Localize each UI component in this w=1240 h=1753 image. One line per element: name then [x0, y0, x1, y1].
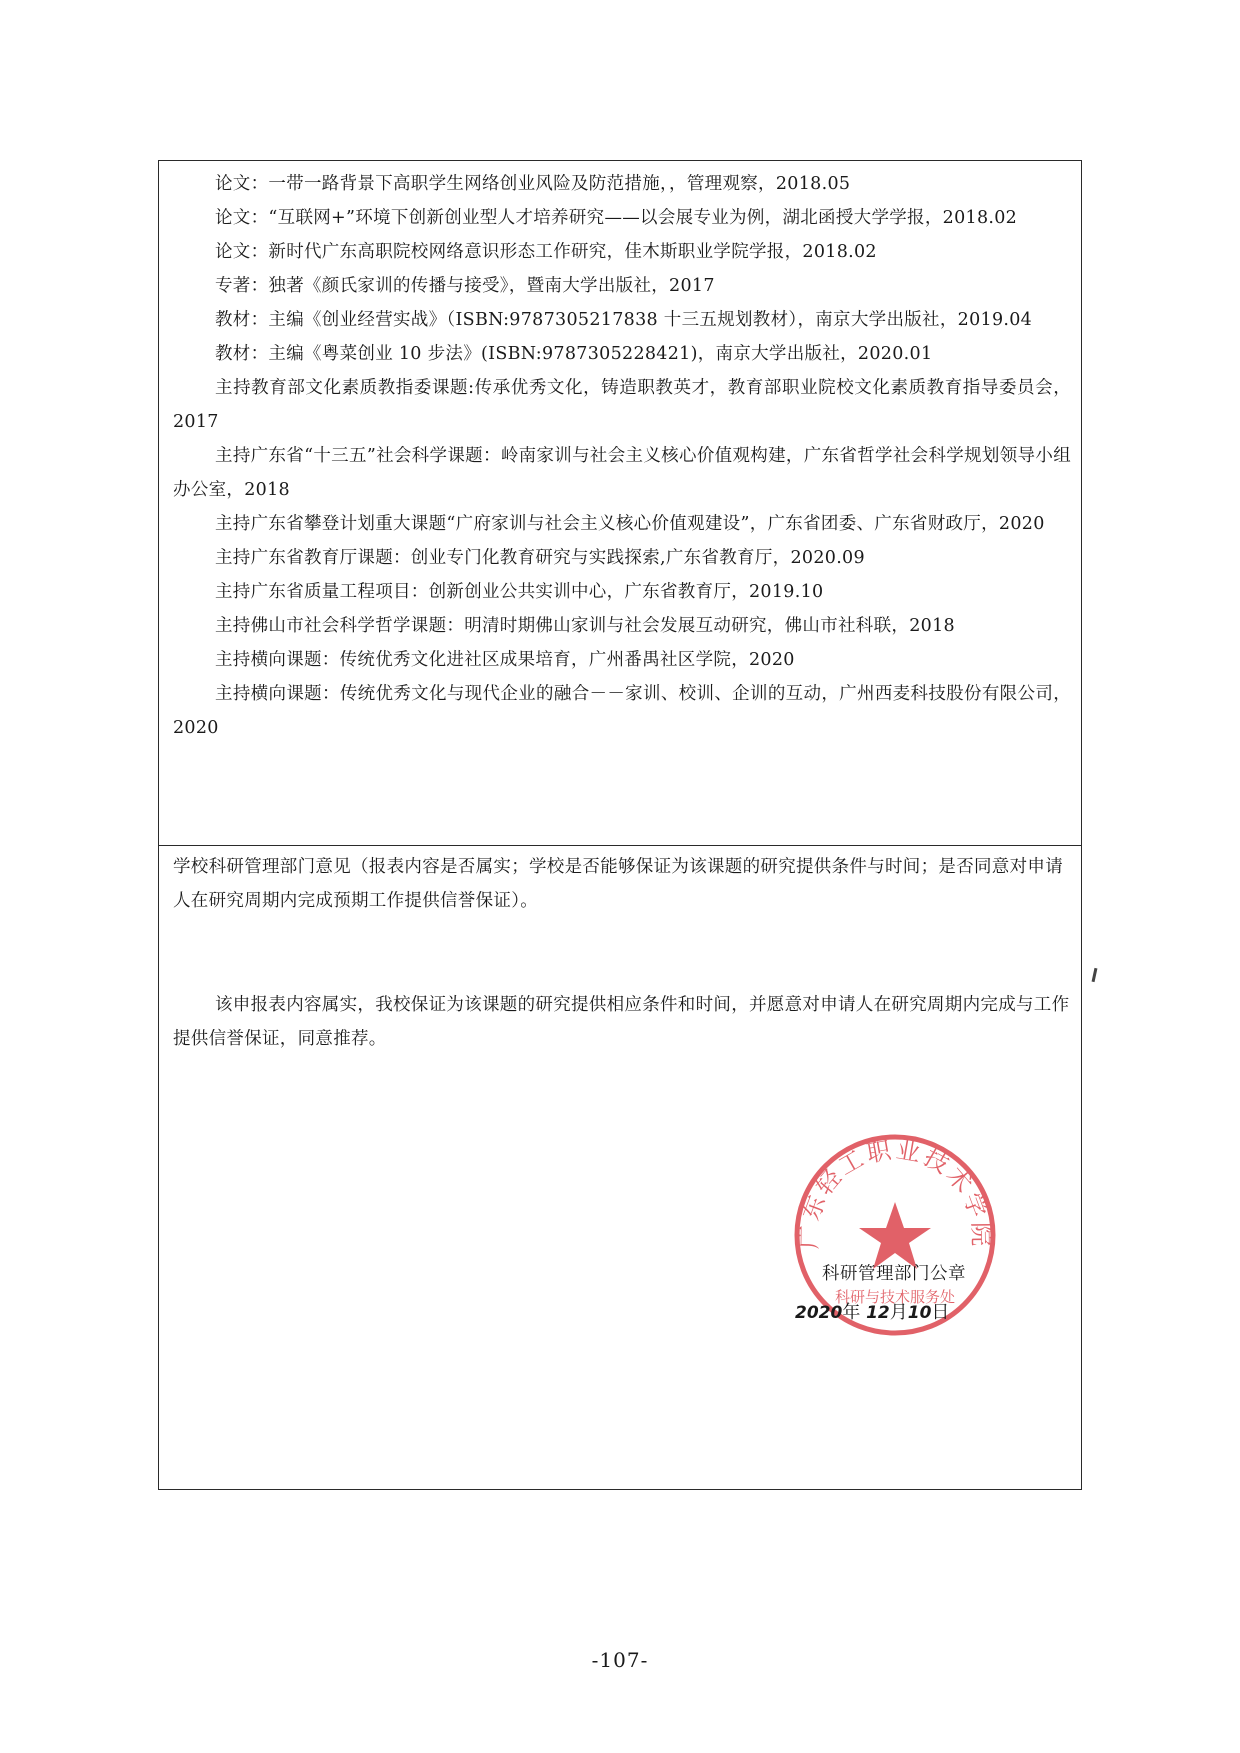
achievement-entry: 主持横向课题：传统优秀文化进社区成果培育，广州番禺社区学院，2020	[215, 650, 795, 670]
achievement-entry: 主持佛山市社会科学哲学课题：明清时期佛山家训与社会发展互动研究，佛山市社科联，2018	[215, 616, 955, 636]
achievement-entry: 主持横向课题：传统优秀文化与现代企业的融合－－家训、校训、企训的互动，广州西麦科技股份有限公司，2020	[173, 684, 1071, 738]
date-year-unit: 年	[842, 1302, 861, 1323]
achievement-entry: 论文：新时代广东高职院校网络意识形态工作研究，佳木斯职业学院学报，2018.02	[215, 242, 877, 262]
signature-date	[795, 1298, 949, 1324]
date-day: 10	[907, 1303, 932, 1323]
opinion-label: 学校科研管理部门意见（报表内容是否属实；学校是否能够保证为该课题的研究提供条件与时间；是否同意对申请人在研究周期内完成预期工作提供信誉保证）。	[173, 857, 1063, 911]
date-year: 2020	[795, 1303, 843, 1323]
achievement-entry: 专著：独著《颜氏家训的传播与接受》，暨南大学出版社，2017	[215, 276, 715, 296]
date-month: 12	[866, 1303, 890, 1323]
achievement-entry: 主持教育部文化素质教指委课题:传承优秀文化，铸造职教英才，教育部职业院校文化素质教育指导委员会，2017	[173, 378, 1071, 432]
seal-text: 广东轻工职业技术学院	[794, 1135, 996, 1250]
seal-caption: 科研管理部门公章	[822, 1264, 966, 1284]
seal-subtext: 科研与技术服务处	[834, 1288, 956, 1306]
page-number: -107-	[591, 1648, 649, 1672]
achievements-section	[159, 161, 1081, 846]
achievement-entry: 教材：主编《粤菜创业 10 步法》(ISBN:9787305228421)，南京大学出版社，2020.01	[215, 344, 933, 364]
opinion-text: 该申报表内容属实，我校保证为该课题的研究提供相应条件和时间，并愿意对申请人在研究周期内完成与工作提供信誉保证，同意推荐。	[173, 995, 1070, 1049]
date-month-unit: 月	[889, 1302, 908, 1323]
achievement-entry: 教材：主编《创业经营实战》（ISBN:9787305217838 十三五规划教材），南京大学出版社，2019.04	[215, 310, 1033, 330]
achievement-entry: 主持广东省攀登计划重大课题“广府家训与社会主义核心价值观建设”，广东省团委、广东省财政厅，2020	[215, 514, 1045, 534]
achievement-entry: 主持广东省“十三五”社会科学课题：岭南家训与社会主义核心价值观构建，广东省哲学社会科学规划领导小组办公室，2018	[173, 446, 1071, 500]
achievement-entry: 主持广东省教育厅课题：创业专门化教育研究与实践探索,广东省教育厅，2020.09	[215, 548, 865, 568]
date-day-unit: 日	[931, 1302, 950, 1323]
achievement-entry: 论文：一带一路背景下高职学生网络创业风险及防范措施，，管理观察，2018.05	[215, 174, 851, 194]
achievement-entry: 论文：“互联网+”环境下创新创业型人才培养研究——以会展专业为例，湖北函授大学学报，2018.02	[215, 208, 1018, 228]
scan-artifact	[1092, 968, 1098, 982]
achievement-entry: 主持广东省质量工程项目：创新创业公共实训中心，广东省教育厅，2019.10	[215, 582, 824, 602]
